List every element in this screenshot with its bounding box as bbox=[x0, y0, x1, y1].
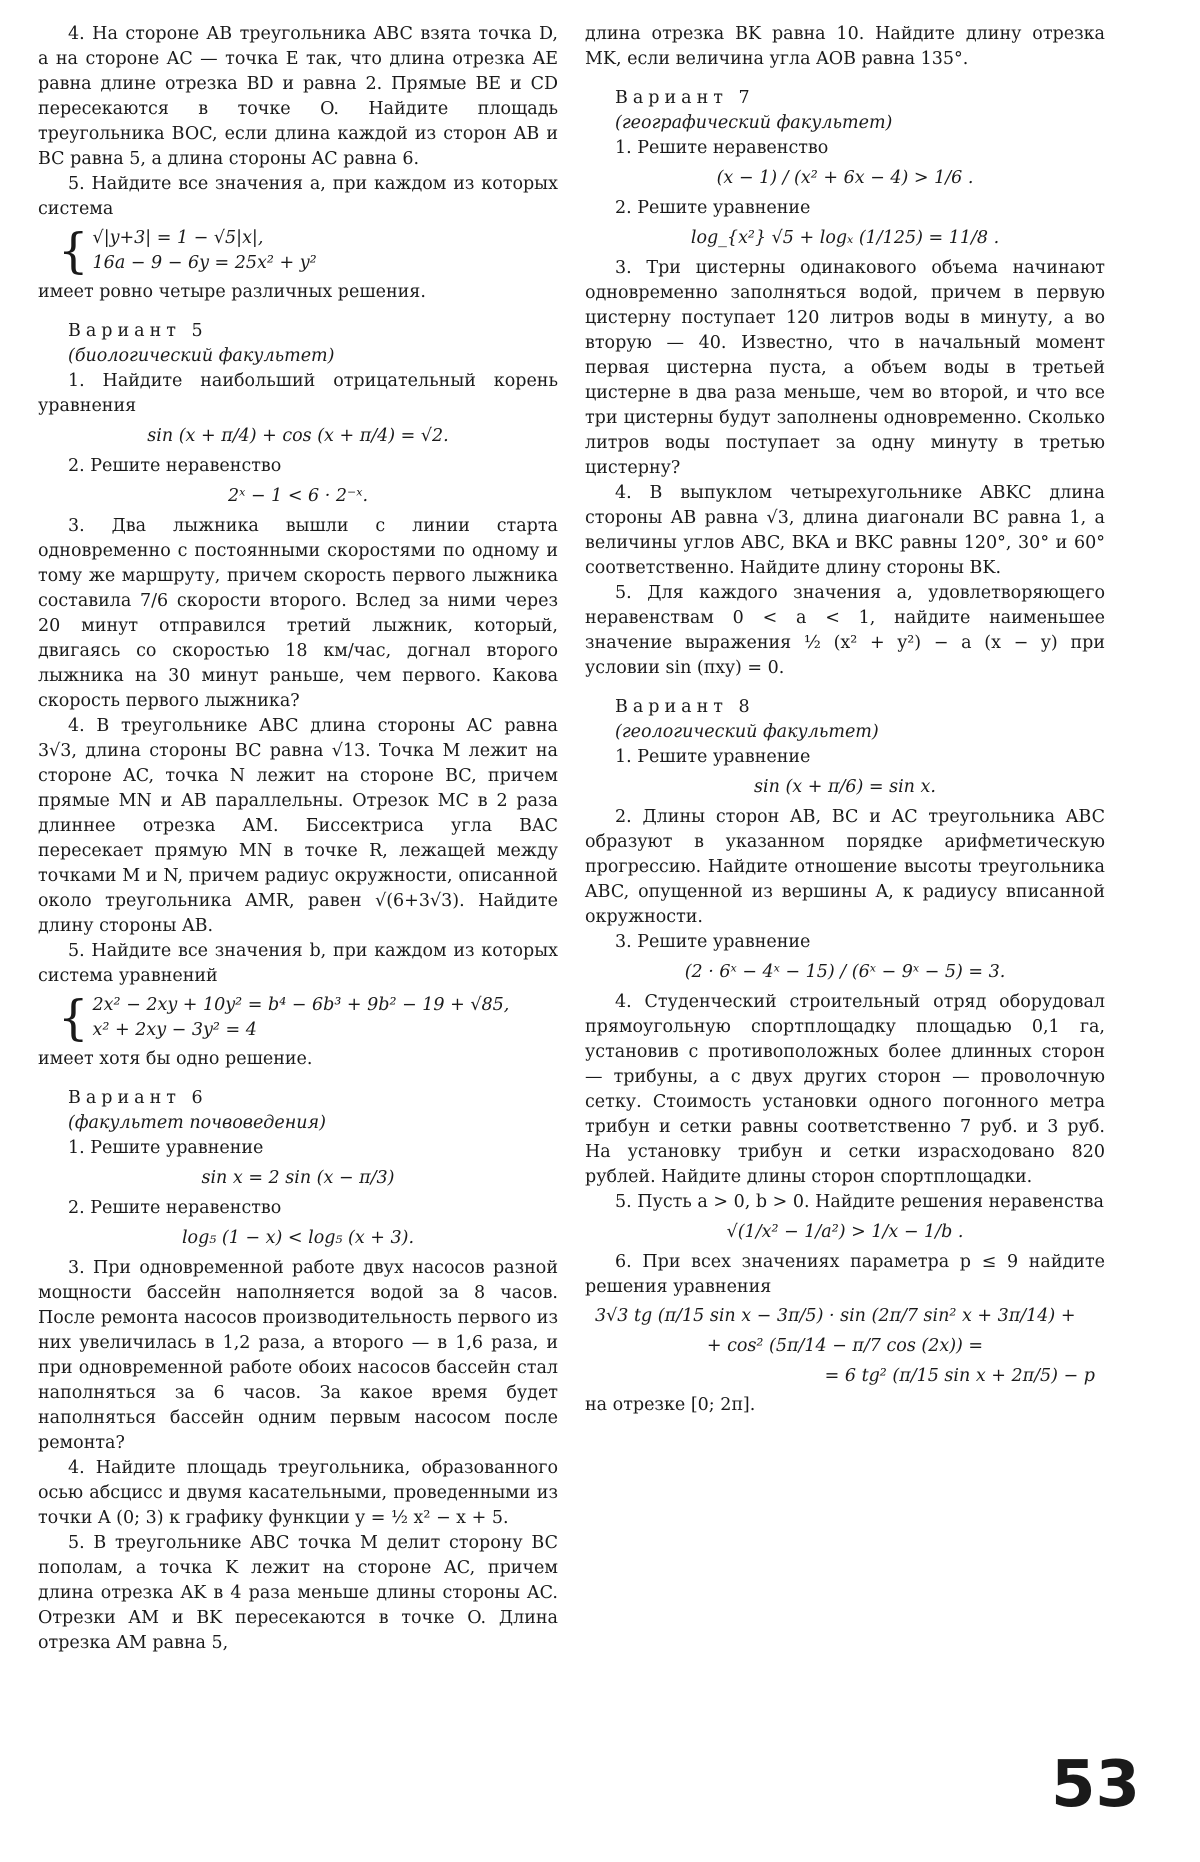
equation-line: 2x² − 2xy + 10y² = b⁴ − 6b³ + 9b² − 19 + √85, bbox=[92, 995, 510, 1015]
problem-text: имеет хотя бы одно решение. bbox=[38, 1049, 313, 1069]
problem-2-variant-6: 2. Решите неравенство bbox=[68, 1198, 282, 1218]
variant-6-faculty: (факультет почвоведения) bbox=[68, 1113, 326, 1133]
equation-line: x² + 2xy − 3y² = 4 bbox=[92, 1020, 257, 1040]
variant-6-heading: Вариант 6 bbox=[68, 1088, 208, 1108]
problem-text: на отрезке [0; 2π]. bbox=[585, 1395, 756, 1415]
variant-8-faculty: (геологический факультет) bbox=[615, 722, 879, 742]
equation: 2ˣ − 1 < 6 · 2⁻ˣ. bbox=[227, 486, 369, 506]
problem-5-variant-6: 5. В треугольнике ABC точка M делит сторону BC пополам, а точка K лежит на стороне AC, причем длина отрезка AK в 4 раза меньше длины стороны AC. Отрезки AM и BK пересекаются в точке O. Длина отрезка AM равна 5, bbox=[38, 1533, 558, 1653]
variant-7-faculty: (географический факультет) bbox=[615, 113, 893, 133]
equation: √(1/x² − 1/a²) > 1/x − 1/b . bbox=[726, 1222, 964, 1242]
problem-3-variant-8: 3. Решите уравнение bbox=[615, 932, 811, 952]
problem-4-variant-5: 4. В треугольнике ABC длина стороны AC равна 3√3, длина стороны BC равна √13. Точка M лежит на стороне AC, точка N лежит на стороне BC, причем прямые MN и AB параллельны. Отрезок MC в 2 раза длиннее отрезка AM. Биссектриса угла BAC пересекает прямую MN в точке R, лежащей между точками M и N, причем радиус окружности, описанной около треугольника AMR, равен √(6+3√3). Найдите длину стороны AB. bbox=[38, 716, 558, 936]
equation-line: 16a − 9 − 6y = 25x² + y² bbox=[92, 253, 317, 273]
equation-line: + cos² (5π/14 − π/7 cos (2x)) = bbox=[706, 1336, 984, 1356]
problem-4-variant-4: 4. На стороне AB треугольника ABC взята точка D, а на стороне AC — точка E так, что длина отрезка AE равна длине отрезка BD и равна 2. Прямые BE и CD пересекаются в точке O. Найдите площадь треугольника BOC, если длина каждой из сторон AB и BC равна 5, а длина стороны AC равна 6. bbox=[38, 24, 558, 169]
problem-4-variant-8: 4. Студенческий строительный отряд оборудовал прямоугольную спортплощадку площадью 0,1 га, установив с противоположных более длинных сторон — трибуны, а с двух других сторон — проволочную сетку. Стоимость установки одного погонного метра трибун и сетки равны соответственно 7 руб. и 3 руб. На установку трибун и сетки израсходовано 820 рублей. Найдите длины сторон спортплощадки. bbox=[585, 992, 1105, 1187]
equation: log₅ (1 − x) < log₅ (x + 3). bbox=[181, 1228, 415, 1248]
problem-3-variant-7: 3. Три цистерны одинакового объема начинают одновременно заполняться водой, причем в первую цистерну поступает 120 литров воды в минуту, а во вторую — 40. Известно, что в начальный момент первая цистерна пуста, а объем воды в третьей цистерне в два раза меньше, чем во второй, и что все три цистерны будут заполнены одновременно. Сколько литров воды поступает за одну минуту в третью цистерну? bbox=[585, 258, 1105, 478]
variant-5-faculty: (биологический факультет) bbox=[68, 346, 335, 366]
right-column bbox=[585, 22, 1105, 1418]
equation: sin (x + π/4) + cos (x + π/4) = √2. bbox=[147, 426, 449, 446]
problem-3-variant-5: 3. Два лыжника вышли с линии старта одновременно с постоянными скоростями по одному и тому же маршруту, причем скорость первого лыжника составила 7/6 скорости второго. Вслед за ними через 20 минут отправился третий лыжник, который, двигаясь со скоростью 18 км/час, догнал второго лыжника на 30 минут раньше, чем первого. Какова скорость первого лыжника? bbox=[38, 516, 558, 711]
page-number: 53 bbox=[1050, 1748, 1140, 1822]
equation-line: 3√3 tg (π/15 sin x − 3π/5) · sin (2π/7 sin² x + 3π/14) + bbox=[595, 1306, 1076, 1326]
problem-1-variant-8: 1. Решите уравнение bbox=[615, 747, 811, 767]
left-column bbox=[38, 22, 558, 1656]
problem-1-variant-7: 1. Решите неравенство bbox=[615, 138, 829, 158]
problem-2-variant-5: 2. Решите неравенство bbox=[68, 456, 282, 476]
equation-line: √|y+3| = 1 − √5|x|, bbox=[92, 228, 264, 248]
equation: sin (x + π/6) = sin x. bbox=[754, 777, 936, 797]
variant-8-heading: Вариант 8 bbox=[615, 697, 755, 717]
brace-symbol: { bbox=[58, 223, 89, 279]
brace-symbol: { bbox=[58, 990, 89, 1046]
problem-4-variant-6: 4. Найдите площадь треугольника, образованного осью абсцисс и двумя касательными, проведенными из точки A (0; 3) к графику функции y = ½ x² − x + 5. bbox=[38, 1458, 558, 1528]
variant-5-heading: Вариант 5 bbox=[68, 321, 208, 341]
problem-5-variant-5: 5. Найдите все значения b, при каждом из которых система уравнений bbox=[38, 941, 558, 986]
problem-6-variant-8: 6. При всех значениях параметра p ≤ 9 найдите решения уравнения bbox=[585, 1252, 1105, 1297]
equation: sin x = 2 sin (x − π/3) bbox=[201, 1168, 395, 1188]
equation: (x − 1) / (x² + 6x − 4) > 1/6 . bbox=[716, 168, 974, 188]
equation: log_{x²} √5 + logₓ (1/125) = 11/8 . bbox=[690, 228, 1000, 248]
equation-line: = 6 tg² (π/15 sin x + 2π/5) − p bbox=[824, 1366, 1095, 1386]
problem-text: имеет ровно четыре различных решения. bbox=[38, 282, 426, 302]
system-of-equations bbox=[58, 990, 558, 1046]
problem-4-variant-7: 4. В выпуклом четырехугольнике ABKC длина стороны AB равна √3, длина диагонали BC равна 1, а величины углов ABC, BKA и BKC равны 120°, 30° и 60° соответственно. Найдите длину стороны BK. bbox=[585, 483, 1105, 578]
problem-1-variant-6: 1. Решите уравнение bbox=[68, 1138, 264, 1158]
problem-1-variant-5: 1. Найдите наибольший отрицательный корень уравнения bbox=[38, 371, 558, 416]
problem-2-variant-7: 2. Решите уравнение bbox=[615, 198, 811, 218]
equation: (2 · 6ˣ − 4ˣ − 15) / (6ˣ − 9ˣ − 5) = 3. bbox=[684, 962, 1006, 982]
problem-5-variant-4: 5. Найдите все значения a, при каждом из которых система bbox=[38, 174, 558, 219]
problem-3-variant-6: 3. При одновременной работе двух насосов разной мощности бассейн наполняется водой за 8 часов. После ремонта насосов производительность первого из них увеличилась в 1,2 раза, а второго — в 1,6 раза, и при одновременной работе обоих насосов бассейн стал наполняться за 6 часов. За какое время будет наполняться бассейн одним первым насосом после ремонта? bbox=[38, 1258, 558, 1453]
problem-5-variant-6-continued: длина отрезка BK равна 10. Найдите длину отрезка MK, если величина угла AOB равна 135°. bbox=[585, 24, 1105, 69]
variant-7-heading: Вариант 7 bbox=[615, 88, 755, 108]
problem-5-variant-8: 5. Пусть a > 0, b > 0. Найдите решения неравенства bbox=[615, 1192, 1104, 1212]
problem-5-variant-7: 5. Для каждого значения a, удовлетворяющего неравенствам 0 < a < 1, найдите наименьшее значение выражения ½ (x² + y²) − a (x − y) при условии sin (πxy) = 0. bbox=[585, 583, 1105, 678]
system-of-equations bbox=[58, 223, 558, 279]
problem-2-variant-8: 2. Длины сторон AB, BC и AC треугольника ABC образуют в указанном порядке арифметическую прогрессию. Найдите отношение высоты треугольника ABC, опущенной из вершины A, к радиусу вписанной окружности. bbox=[585, 807, 1105, 927]
